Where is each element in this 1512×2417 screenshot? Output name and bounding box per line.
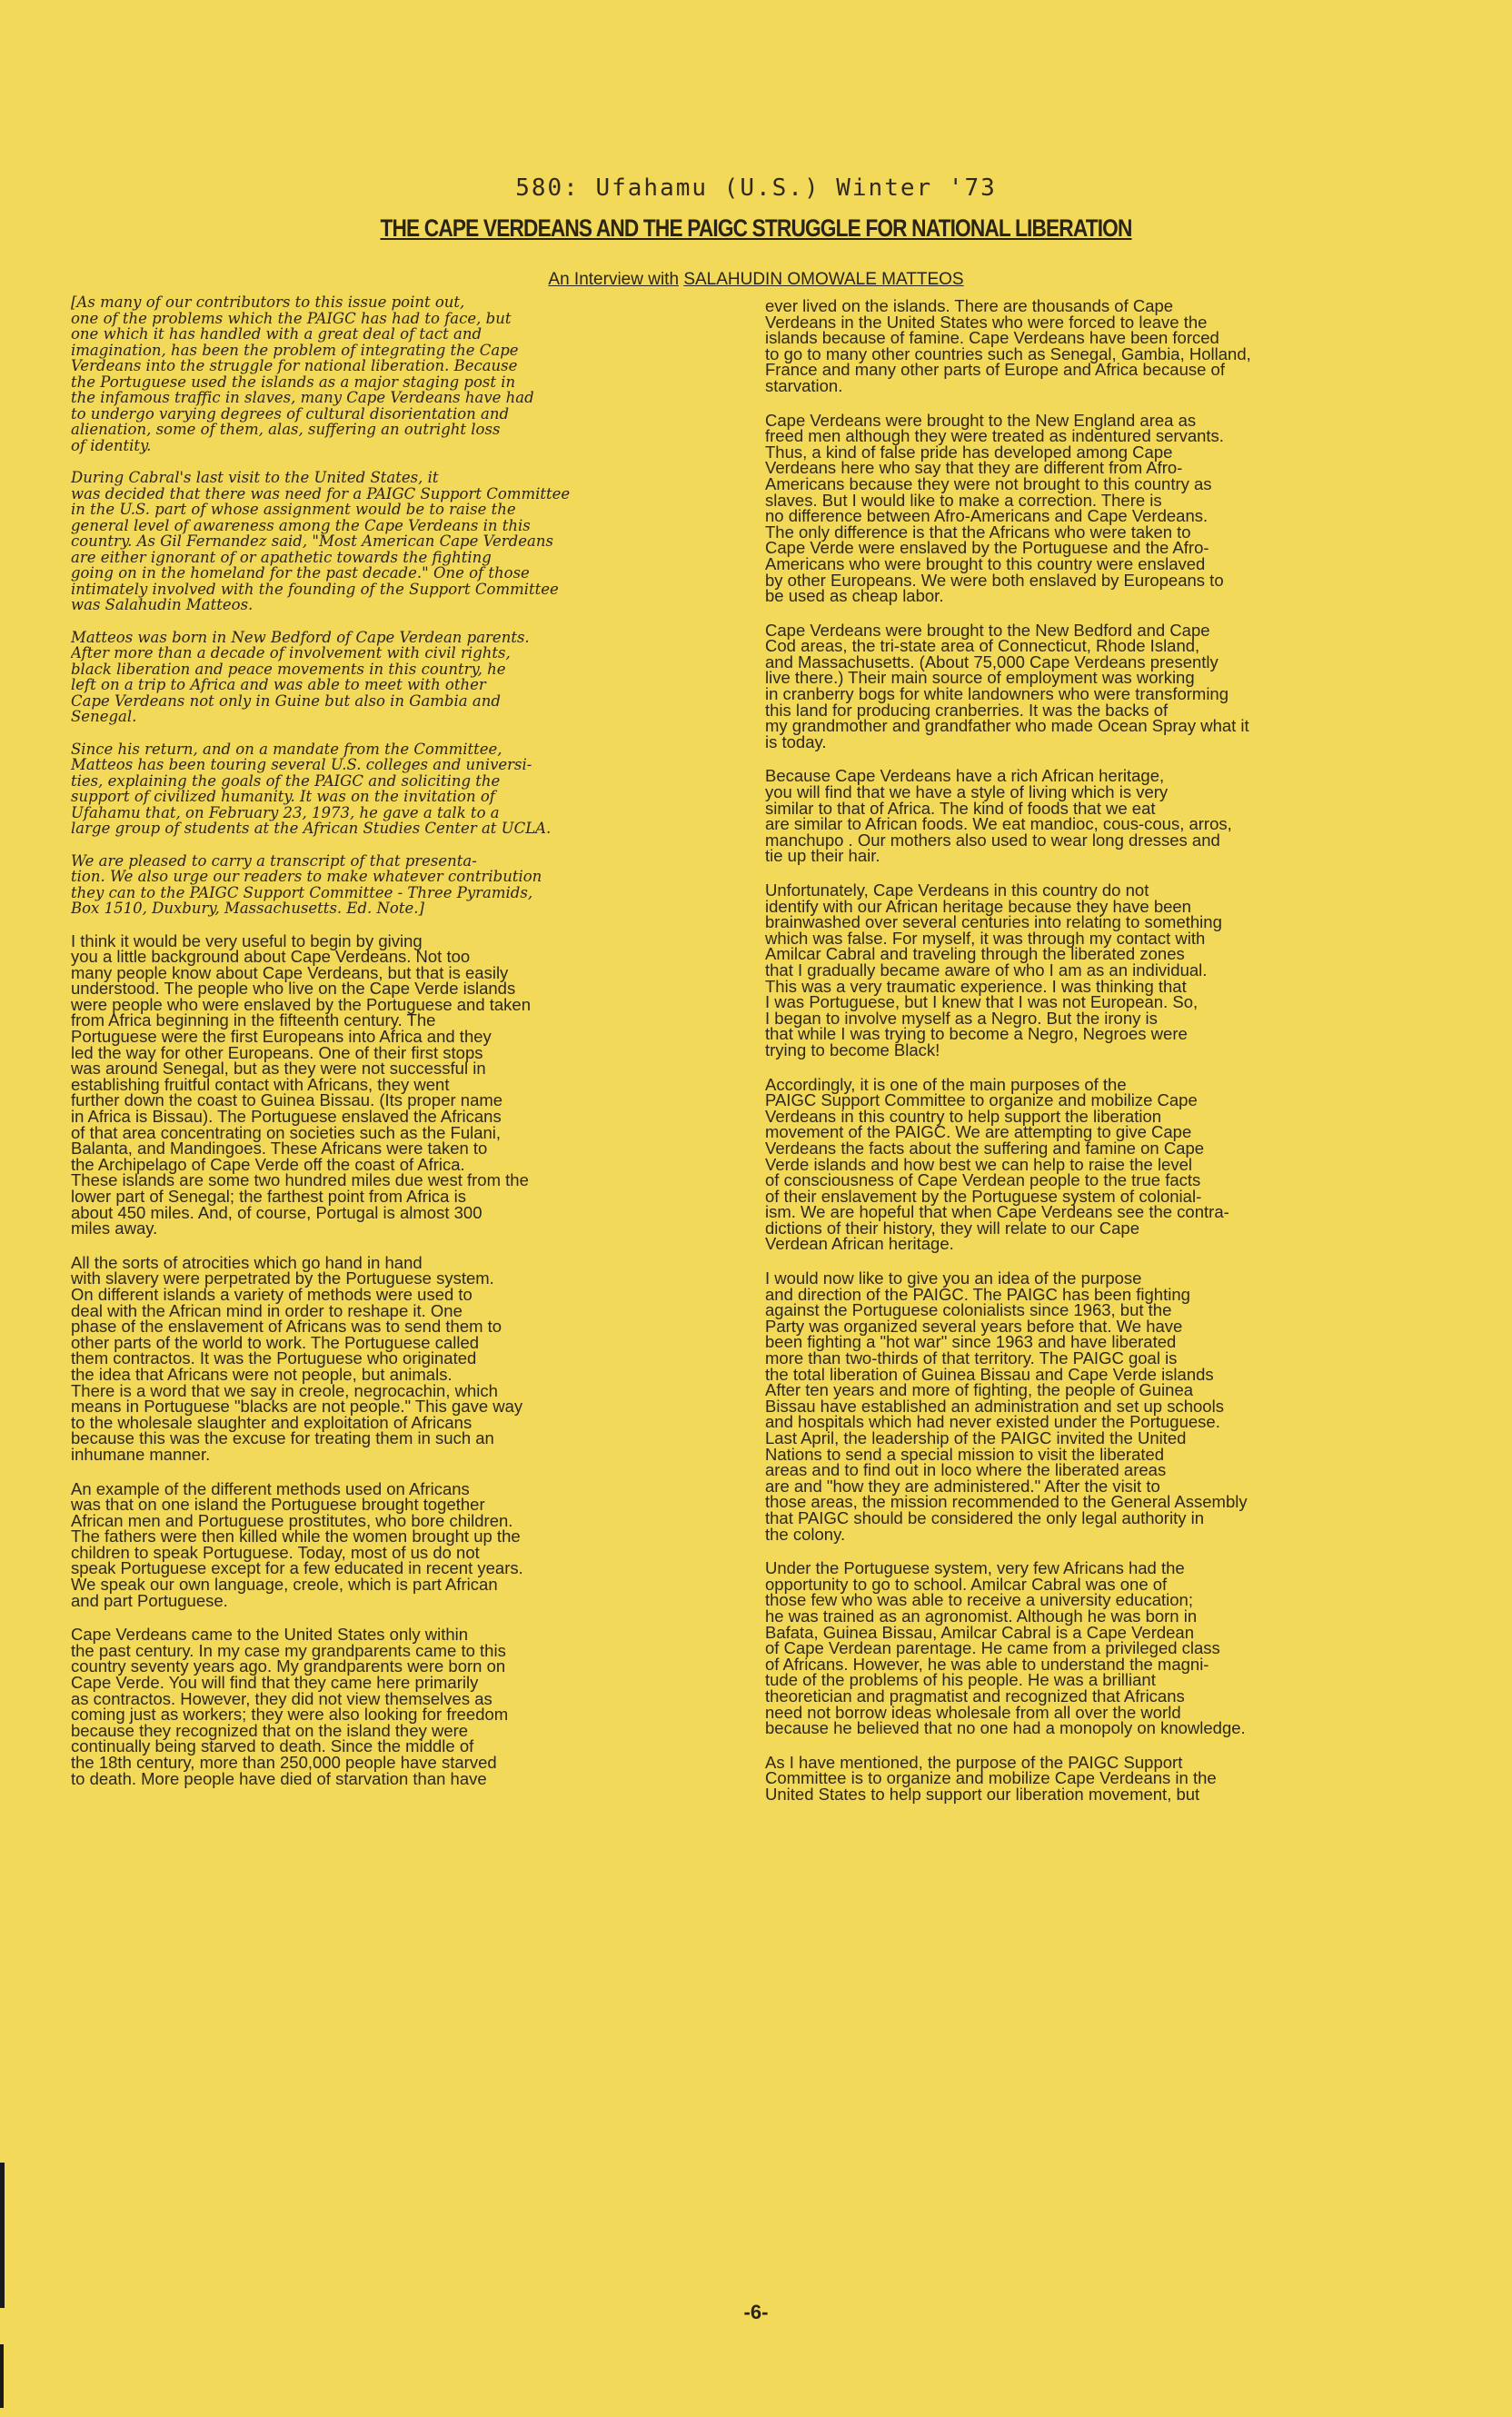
- body-paragraph: As I have mentioned, the purpose of the PAIGC Support Committee is to organize and mobilize Cape Verdeans in the United States to help support our liberation movement, but: [765, 1752, 1217, 1804]
- body-paragraph: Cape Verdeans were brought to the New England area as freed men although they were treated as indentured servants. Thus, a kind of false pride has developed among Cape Verdeans here who say that they are different from Afro- Americans because they were not brought to this country as slaves. But I would like to make a correction. There is no difference between Afro-Americans and Cape Verdeans. The only difference is that the Africans who were taken to Cape Verde were enslaved by the Portuguese and the Afro- Americans who were brought to this country were enslaved by other Europeans. We were both enslaved by Europeans to be used as cheap labor.: [765, 410, 1224, 606]
- byline-name: SALAHUDIN OMOWALE MATTEOS: [683, 270, 964, 289]
- intro-paragraph: [As many of our contributors to this issue point out, one of the problems which the PAIGC has had to face, but one which it has handled with a great deal of tact and imagination, has been the problem of integrating the Cape Verdeans into the struggle for national liberation. Because the Portuguese used the islands as a major staging post in the infamous traffic in slaves, many Cape Verdeans have had to undergo varying degrees of cultural disorientation and alienation, some of them, alas, suffering an outright loss of identity.: [71, 294, 534, 454]
- body-paragraph: Cape Verdeans were brought to the New Bedford and Cape Cod areas, the tri-state area of Connecticut, Rhode Island, and Massachusetts. (About 75,000 Cape Verdeans presently live there.) Their main source of employment was working in cranberry bogs for white landowners who were transforming this land for producing cranberries. It was the backs of my grandmother and grandfather who made Ocean Spray what it is today.: [765, 620, 1249, 751]
- body-paragraph: I would now like to give you an idea of the purpose and direction of the PAIGC. The PAIGC has been fighting against the Portuguese colonialists since 1963, but the Party was organized several years before that. We have been fighting a "hot war" since 1963 and have liberated more than two-thirds of that territory. The PAIGC goal is the total liberation of Guinea Bissau and Cape Verde islands After ten years and more of fighting, the people of Guinea Bissau have established an administration and set up schools and hospitals which had never existed under the Portuguese. Last April, the leadership of the PAIGC invited the United Nations to send a special mission to visit the liberated areas and to find out in loco where the liberated areas are and "how they are administered." After the visit to those areas, the mission recommended to the General Assembly that PAIGC should be considered the only legal authority in the colony.: [765, 1268, 1248, 1544]
- body-paragraph: ever lived on the islands. There are thousands of Cape Verdeans in the United States who were forced to leave the islands because of famine. Cape Verdeans have been forced to go to many other countries such as Senegal, Gambia, Holland, France and many other parts of Europe and Africa because of starvation.: [765, 298, 1251, 395]
- right-column: [765, 298, 1451, 2297]
- intro-paragraph: We are pleased to carry a transcript of that presenta- tion. We also urge our readers to make whatever contribution they can to the PAIGC Support Committee - Three Pyramids, Box 1510, Duxbury, Massachusetts. Ed. Note.]: [71, 851, 542, 917]
- running-head: 580: Ufahamu (U.S.) Winter '73: [515, 174, 997, 202]
- body-paragraph: All the sorts of atrocities which go hand in hand with slavery were perpetrated by the Portuguese system. On different islands a variety of methods were used to deal with the African mind in order to reshape it. One phase of the enslavement of Africans was to send them to other parts of the world to work. The Portuguese called them contractos. It was the Portuguese who originated the idea that Africans were not people, but animals. There is a word that we say in creole, negrocachin, which means in Portuguese "blacks are not people." This gave way to the wholesale slaughter and exploitation of Africans because this was the excuse for treating them in such an inhumane manner.: [71, 1252, 523, 1464]
- left-column: [71, 294, 711, 2275]
- binding-mark: [0, 2344, 4, 2408]
- body-paragraph: Unfortunately, Cape Verdeans in this country do not identify with our African heritage because they have been brainwashed over several centuries into relating to something which was false. For myself, it was through my contact with Amilcar Cabral and traveling through the liberated zones that I gradually became aware of who I am as an individual. This was a very traumatic experience. I was thinking that I was Portuguese, but I knew that I was not European. So, I began to involve myself as a Negro. But the irony is that while I was trying to become a Negro, Negroes were trying to become Black!: [765, 880, 1222, 1059]
- byline: [0, 270, 1512, 290]
- intro-paragraph: Since his return, and on a mandate from the Committee, Matteos has been touring several U.S. colleges and universi- ties, explaining the goals of the PAIGC and soliciting the support of civilized humanity. It was on the invitation of Ufahamu that, on February 23, 1973, he gave a talk to a large group of students at the African Studies Center at UCLA.: [71, 740, 552, 837]
- body-paragraph: Because Cape Verdeans have a rich African heritage, you will find that we have a style of living which is very similar to that of Africa. The kind of foods that we eat are similar to African foods. We eat mandioc, cous-cous, arros, manchupo . Our mothers also used to wear long dresses and tie up their hair.: [765, 766, 1232, 866]
- body-paragraph: Cape Verdeans came to the United States only within the past century. In my case my grandparents came to this country seventy years ago. My grandparents were born on Cape Verde. You will find that they came here primarily as contractos. However, they did not view themselves as coming just as workers; they were also looking for freedom because they recognized that on the island they were continually being starved to death. Since the middle of the 18th century, more than 250,000 people have starved to death. More people have died of starvation than have: [71, 1625, 509, 1788]
- intro-paragraph: During Cabral's last visit to the United States, it was decided that there was need for a PAIGC Support Committee in the U.S. part of whose assignment would be to raise the general level of awareness among the Cape Verdeans in this country. As Gil Fernandez said, "Most American Cape Verdeans are either ignorant of or apathetic towards the fighting going on in the homeland for the past decade." One of those intimately involved with the founding of the Support Committee was Salahudin Matteos.: [71, 469, 571, 613]
- intro-paragraph: Matteos was born in New Bedford of Cape Verdean parents. After more than a decade of involvement with civil rights, black liberation and peace movements in this country, he left on a trip to Africa and was able to meet with other Cape Verdeans not only in Guine but also in Gambia and Senegal.: [71, 628, 530, 725]
- body-paragraph: An example of the different methods used on Africans was that on one island the Portuguese brought together African men and Portuguese prostitutes, who bore children. The fathers were then killed while the women brought up the children to speak Portuguese. Today, most of us do not speak Portuguese except for a few educated in recent years. We speak our own language, creole, which is part African and part Portuguese.: [71, 1478, 523, 1610]
- body-paragraph: Accordingly, it is one of the main purposes of the PAIGC Support Committee to organize and mobilize Cape Verdeans in this country to help support the liberation movement of the PAIGC. We are attempting to give Cape Verdeans the facts about the suffering and famine on Cape Verde islands and how best we can help to raise the level of consciousness of Cape Verdean people to the true facts of their enslavement by the Portuguese system of colonial- ism. We are hopeful that when Cape Verdeans see the contra- dictions of their history, they will relate to our Cape Verdean African heritage.: [765, 1074, 1229, 1254]
- byline-prefix: An Interview with: [548, 270, 680, 289]
- binding-mark: [0, 2163, 5, 2308]
- body-paragraph: Under the Portuguese system, very few Africans had the opportunity to go to school. Amilcar Cabral was one of those few who was able to receive a university education; he was trained as an agronomist. Although he was born in Bafata, Guinea Bissau, Amilcar Cabral is a Cape Verdean of Cape Verdean parentage. He came from a privileged class of Africans. However, he was able to understand the magni- tude of the problems of his people. He was a brilliant theoretician and pragmatist and recognized that Africans need not borrow ideas wholesale from all over the world because he believed that no one had a monopoly on knowledge.: [765, 1558, 1246, 1738]
- body-paragraph: I think it would be very useful to begin by giving you a little background about Cape Verdeans. Not too many people know about Cape Verdeans, but that is easily understood. The people who live on the Cape Verde islands were people who were enslaved by the Portuguese and taken from Africa beginning in the fifteenth century. The Portuguese were the first Europeans into Africa and they led the way for other Europeans. One of their first stops was around Senegal, but as they were not successful in establishing fruitful contact with Africans, they went further down the coast to Guinea Bissau. (Its proper name in Africa is Bissau). The Portuguese enslaved the Africans of that area concentrating on societies such as the Fulani, Balanta, and Mandingoes. These Africans were taken to the Archipelago of Cape Verde off the coast of Africa. These islands are some two hundred miles due west from the lower part of Senegal; the farthest point from Africa is about 450 miles. And, of course, Portugal is almost 300 miles away.: [71, 930, 532, 1238]
- page-number: -6-: [743, 2301, 769, 2323]
- article-title: THE CAPE VERDEANS AND THE PAIGC STRUGGLE FOR NATIONAL LIBERATION: [380, 214, 1132, 242]
